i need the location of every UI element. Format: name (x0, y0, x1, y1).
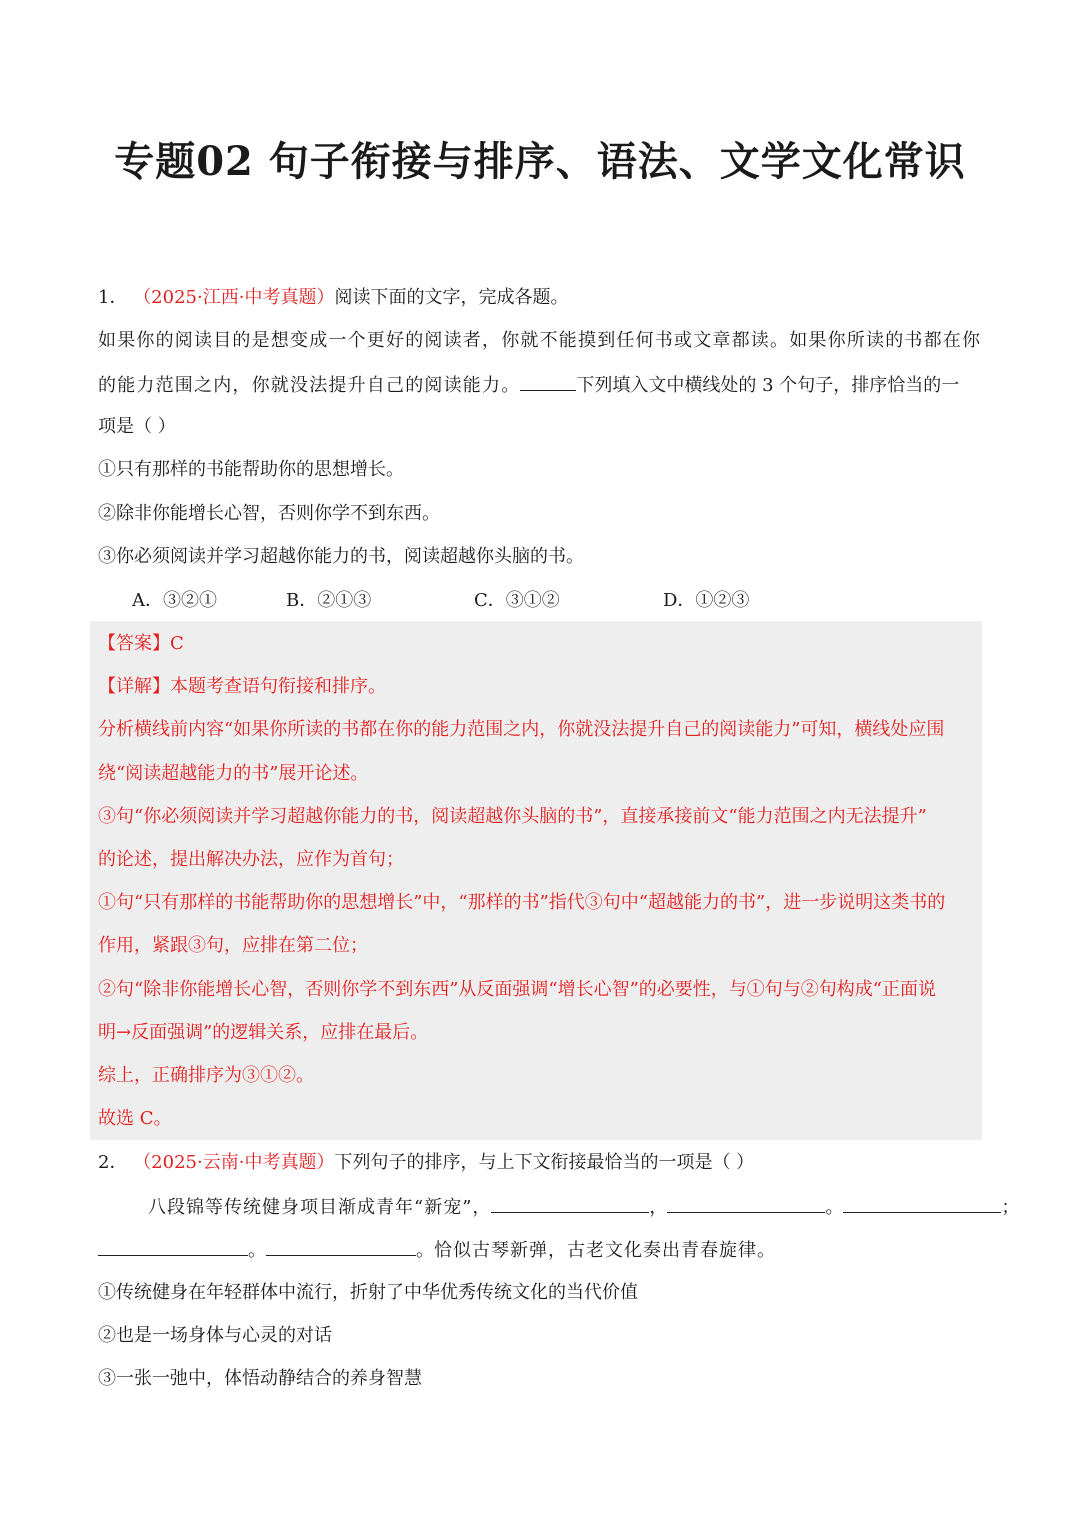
question-number: 2． (98, 1152, 128, 1173)
detail-line: ①句“只有那样的书能帮助你的思想增长”中，“那样的书”指代③句中“超越能力的书”，进一步说明这类书的 (98, 892, 946, 913)
passage-line: 如果你的阅读目的是想变成一个更好的阅读者，你就不能摸到任何书或文章都读。如果你所读的书都在你 (98, 330, 982, 351)
question-1-header (98, 286, 568, 310)
passage-text: 下列填入文中横线处的 3 个句子，排序恰当的一 (576, 375, 960, 396)
fill-blank (98, 1237, 248, 1256)
passage-text: 的能力范围之内，你就没法提升自己的阅读能力。 (98, 375, 521, 396)
page-title: 专题02 句子衔接与排序、语法、文学文化常识 (114, 138, 966, 185)
detail-line: 绕“阅读超越能力的书”展开论述。 (98, 763, 369, 784)
question-source: （2025·云南·中考真题） (133, 1152, 335, 1173)
fill-blank (667, 1194, 825, 1213)
fill-blank (266, 1237, 416, 1256)
option-c[interactable]: C．③①② (474, 590, 560, 611)
detail-line: ②句“除非你能增长心智，否则你学不到东西”从反面强调“增长心智”的必要性，与①句与②句构成“正面说 (98, 979, 937, 1000)
option-b[interactable]: B．②①③ (286, 590, 372, 611)
sentence-item: ①只有那样的书能帮助你的思想增长。 (98, 459, 404, 480)
sentence-item: ②除非你能增长心智，否则你学不到东西。 (98, 503, 440, 524)
detail-line: 明→反面强调”的逻辑关系，应排在最后。 (98, 1022, 429, 1043)
passage-line (98, 372, 959, 398)
detail-line: 综上，正确排序为③①②。 (98, 1065, 314, 1086)
detail-line: 故选 C。 (98, 1108, 172, 1129)
passage-text: 恰似古琴新弹，古老文化奏出青春旋律。 (434, 1240, 776, 1261)
passage-line: 项是（ ） (98, 416, 176, 437)
passage-line: 八段锦等传统健身项目渐成青年“新宠”， ， 。 ； (148, 1194, 1019, 1220)
question-2-header (98, 1151, 754, 1175)
detail-line: 作用，紧跟③句，应排在第二位； (98, 935, 368, 956)
sentence-item: ③一张一弛中，体悟动静结合的养身智慧 (98, 1368, 422, 1389)
answer-label: 【答案】C (98, 633, 184, 654)
option-a[interactable]: A．③②① (132, 590, 217, 611)
question-prompt: 下列句子的排序，与上下文衔接最恰当的一项是（ ） (334, 1152, 755, 1173)
sentence-item: ③你必须阅读并学习超越你能力的书，阅读超越你头脑的书。 (98, 546, 584, 567)
passage-text: 八段锦等传统健身项目渐成青年“新宠”， (148, 1197, 492, 1218)
question-prompt: 阅读下面的文字，完成各题。 (334, 287, 569, 308)
detail-line: 的论述，提出解决办法，应作为首句； (98, 849, 404, 870)
sentence-item: ①传统健身在年轻群体中流行，折射了中华优秀传统文化的当代价值 (98, 1282, 638, 1303)
passage-line: 。 。恰似古琴新弹，古老文化奏出青春旋律。 (98, 1237, 776, 1263)
fill-blank (843, 1194, 1001, 1213)
detail-line: ③句“你必须阅读并学习超越你能力的书，阅读超越你头脑的书”，直接承接前文“能力范围之内无法提升” (98, 806, 927, 827)
detail-line: 分析横线前内容“如果你所读的书都在你的能力范围之内，你就没法提升自己的阅读能力”可知，横线处应围 (98, 719, 945, 740)
fill-blank (491, 1194, 649, 1213)
option-d[interactable]: D．①②③ (663, 590, 750, 611)
detail-label: 【详解】本题考查语句衔接和排序。 (98, 676, 386, 697)
question-number: 1． (98, 287, 128, 308)
sentence-item: ②也是一场身体与心灵的对话 (98, 1325, 332, 1346)
question-source: （2025·江西·中考真题） (133, 287, 335, 308)
fill-blank (520, 372, 576, 391)
